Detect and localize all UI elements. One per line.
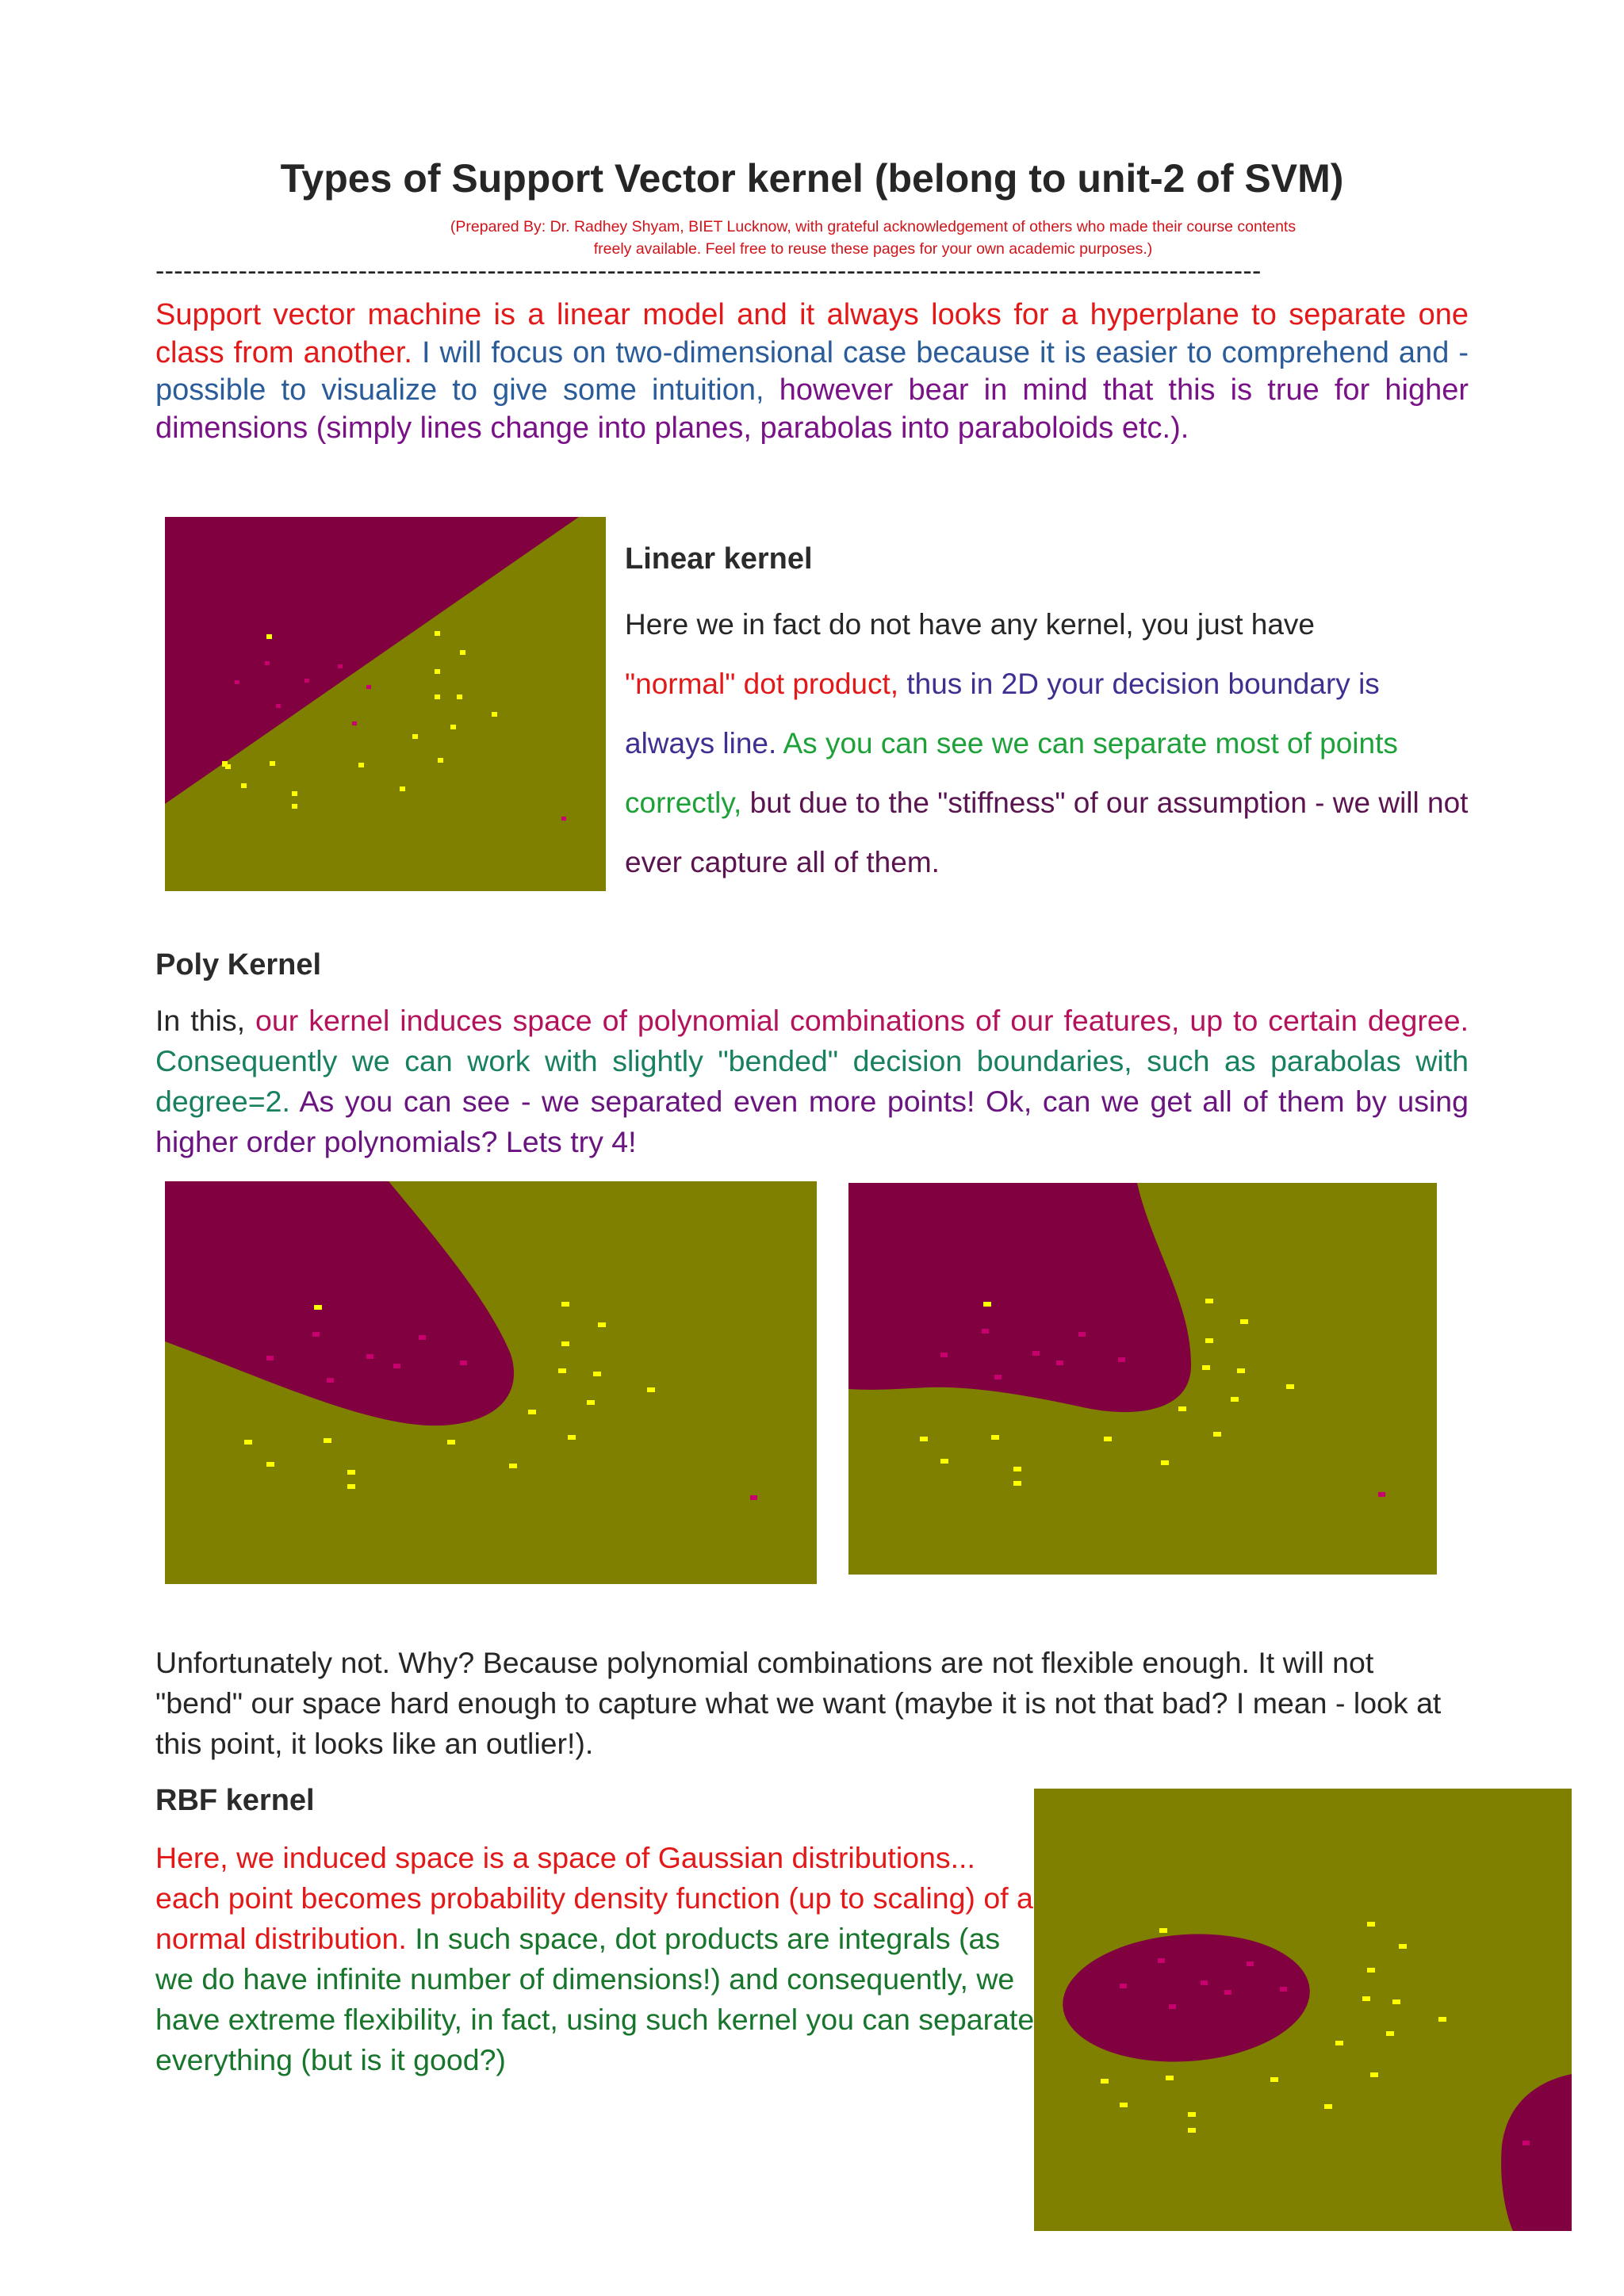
linear-text-3: thus in 2D your decision boundary is always line. [625, 668, 1380, 760]
linear-kernel-heading: Linear kernel [625, 542, 813, 576]
poly-text-2: our kernel induces space of polynomial combinations of our features, up to certain degree. [245, 1004, 1469, 1037]
poly-kernel-heading: Poly Kernel [155, 948, 322, 982]
rbf-text-1: Here, we induced space is a space of Gaussian distributions... each point becomes probability density function (up to scaling) of a normal distribution. [155, 1841, 1033, 1955]
linear-text-4: As you can see we can separate most of points correctly, [625, 727, 1398, 819]
poly4-region-a [848, 1183, 1191, 1412]
intro-paragraph [155, 297, 1469, 447]
poly-text-3: Consequently we can work with slightly "bended" decision boundaries, such as parabolas with degree=2. [155, 1044, 1469, 1118]
linear-kernel-figure [165, 517, 606, 891]
credit-note [393, 216, 1353, 260]
poly-limitation-paragraph: Unfortunately not. Why? Because polynomial combinations are not flexible enough. It will not "bend" our space hard enough to capture what we want (maybe it is not that bad? I mean - look at this point, it looks like an outlier!). [155, 1646, 1442, 1760]
poly-text-1: In this, [155, 1004, 246, 1037]
dashed-divider: ------------------------------------------------------------------------------------------------------------------------ [155, 256, 1262, 286]
credit-line-1: (Prepared By: Dr. Radhey Shyam, BIET Lucknow, with grateful acknowledgement of others who made their course contents [450, 218, 1297, 235]
rbf-kernel-figure [1034, 1789, 1572, 2231]
linear-text-5: but due to the "stiffness" of our assumption - we will not ever capture all of them. [625, 786, 1469, 878]
credit-line-2: freely available. Feel free to reuse these pages for your own academic purposes.) [593, 240, 1153, 258]
poly-kernel-paragraph [155, 1001, 1469, 1162]
rbf-kernel-heading: RBF kernel [155, 1784, 315, 1817]
linear-text-2: "normal" dot product, [625, 668, 899, 700]
poly-text-4: As you can see - we separated even more points! Ok, can we get all of them by using higher order polynomials? Lets try 4! [155, 1085, 1469, 1158]
rbf-text-2: In such space, dot products are integrals (as we do have infinite number of dimensions!) and consequently, we have extreme flexibility, in fact, using such kernel you can separate everything (but is it good?) [155, 1922, 1035, 2076]
poly-degree4-figure [848, 1183, 1437, 1575]
intro-text-2: I will focus on two-dimensional case because it is easier to comprehend and - possible to visualize to give some intuition, [155, 335, 1469, 407]
poly-degree2-figure [165, 1181, 817, 1584]
page-title: Types of Support Vector kernel (belong to unit-2 of SVM) [280, 156, 1344, 201]
linear-text-1: Here we in fact do not have any kernel, you just have [625, 608, 1316, 641]
intro-text-1: Support vector machine is a linear model and it always looks for a hyperplane to separate one class from another. [155, 298, 1469, 369]
linear-kernel-paragraph [625, 595, 1473, 892]
intro-text-3: however bear in mind that this is true for higher dimensions (simply lines change into planes, parabolas into paraboloids etc.). [155, 373, 1469, 445]
rbf-kernel-paragraph [155, 1838, 1036, 2080]
